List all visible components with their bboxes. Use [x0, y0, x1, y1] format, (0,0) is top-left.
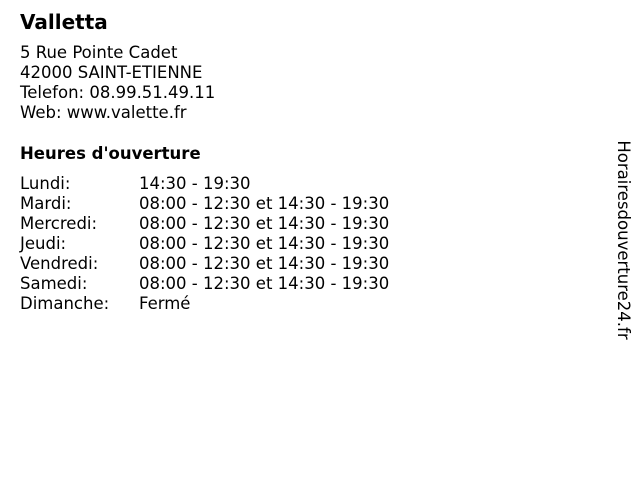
time-value: 08:00 - 12:30 et 14:30 - 19:30: [139, 274, 390, 293]
hours-row-tuesday: [20, 194, 440, 214]
hours-row-monday: [20, 174, 440, 194]
day-label: Dimanche:: [20, 294, 110, 313]
day-label: Lundi:: [20, 174, 71, 193]
business-address: [20, 43, 215, 123]
business-name: Valletta: [20, 10, 108, 34]
hours-row-thursday: [20, 234, 440, 254]
phone-line: Telefon: 08.99.51.49.11: [20, 83, 216, 102]
hours-heading: Heures d'ouverture: [20, 144, 201, 163]
hours-row-friday: [20, 254, 440, 274]
day-label: Mercredi:: [20, 214, 98, 233]
address-city: 42000 SAINT-ETIENNE: [20, 63, 203, 82]
time-value: 08:00 - 12:30 et 14:30 - 19:30: [139, 194, 390, 213]
site-watermark: Horairesdouverture24.fr: [614, 140, 633, 340]
hours-row-saturday: [20, 274, 440, 294]
opening-hours-table: [20, 174, 440, 314]
time-value: 14:30 - 19:30: [139, 174, 251, 193]
day-label: Samedi:: [20, 274, 88, 293]
address-street: 5 Rue Pointe Cadet: [20, 43, 178, 62]
time-value: 08:00 - 12:30 et 14:30 - 19:30: [139, 214, 390, 233]
hours-row-sunday: [20, 294, 440, 314]
day-label: Jeudi:: [20, 234, 67, 253]
hours-row-wednesday: [20, 214, 440, 234]
time-value: Fermé: [139, 294, 191, 313]
day-label: Mardi:: [20, 194, 72, 213]
time-value: 08:00 - 12:30 et 14:30 - 19:30: [139, 234, 390, 253]
web-line: Web: www.valette.fr: [20, 103, 187, 122]
time-value: 08:00 - 12:30 et 14:30 - 19:30: [139, 254, 390, 273]
day-label: Vendredi:: [20, 254, 99, 273]
